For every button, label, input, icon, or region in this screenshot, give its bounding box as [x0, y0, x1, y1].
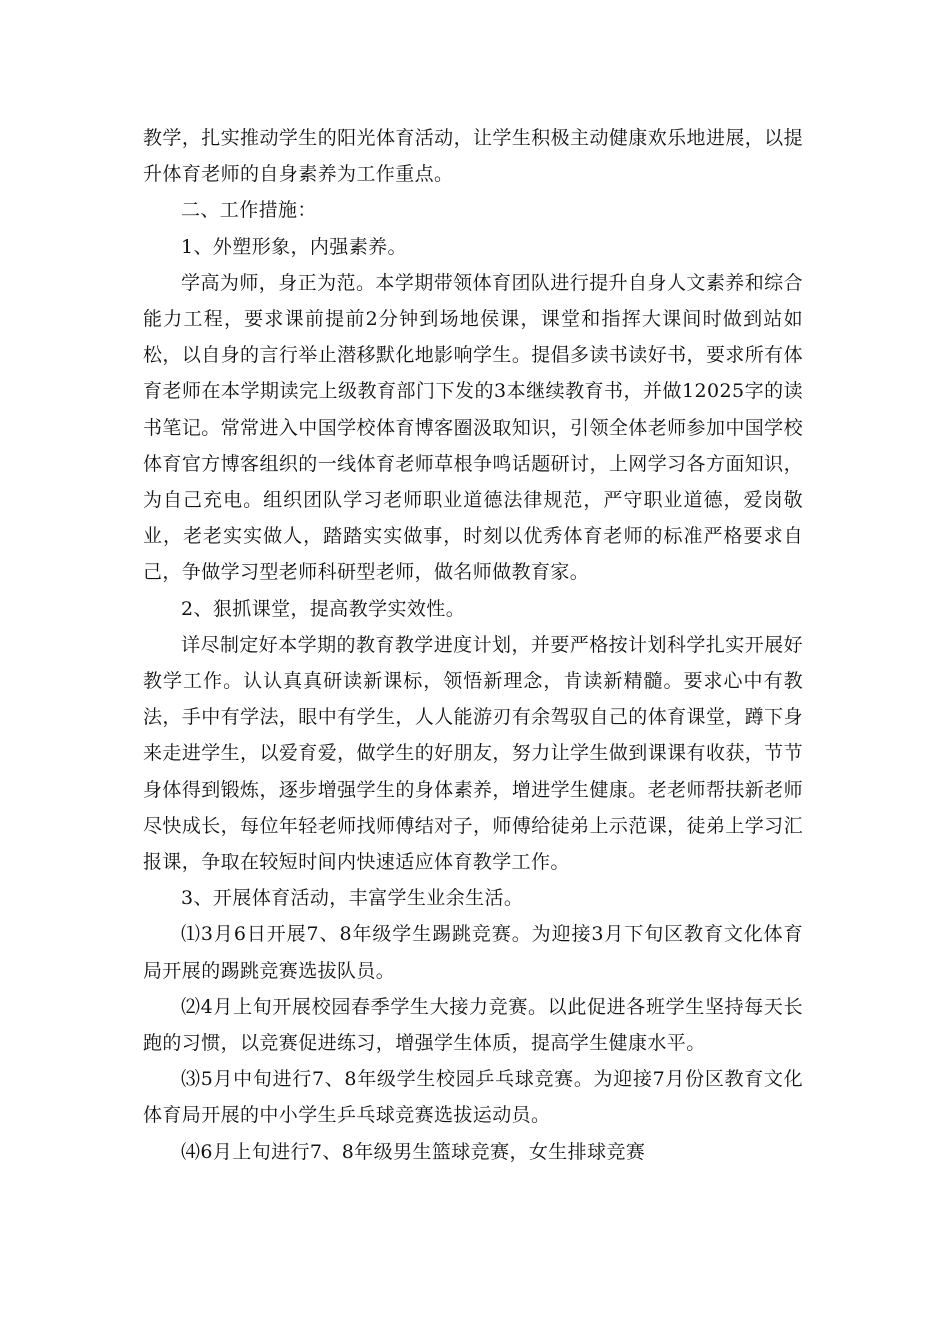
list-item-4: ⑷6月上旬进行7、8年级男生篮球竞赛，女生排球竞赛: [181, 1140, 646, 1163]
list-item-2: ⑵4月上旬开展校园春季学生大接力竞赛。以此促进各班学生坚持每天长跑的习惯，以竞赛促进练习，增强学生体质，提高学生健康水平。: [143, 995, 803, 1055]
list-item-1: ⑴3月6日开展7、8年级学生踢跳竞赛。为迎接3月下旬区教育文化体育局开展的踢跳竞赛选拔队员。: [143, 923, 803, 982]
subheading-1: 1、外塑形象，内强素养。: [181, 235, 407, 258]
list-item-3: ⑶5月中旬进行7、8年级学生校园乒乓球竞赛。为迎接7月份区教育文化体育局开展的中小学生乒乓球竞赛选拔运动员。: [143, 1068, 803, 1127]
paragraph-1: 学高为师，身正为范。本学期带领体育团队进行提升自身人文素养和综合能力工程，要求课前提前2分钟到场地侯课，课堂和指挥大课间时做到站如松，以自身的言行举止潜移默化地影响学生。提倡多读书读好书，要求所有体育老师在本学期读完上级教育部门下发的3本继续教育书，并做12025字的读书笔记。常常进入中国学校体育博客圈汲取知识，引领全体老师参加中国学校体育官方博客组织的一线体育老师草根争鸣话题研讨，上网学习各方面知识，为自己充电。组织团队学习老师职业道德法律规范，严守职业道德，爱岗敬业，老老实实做人，踏踏实实做事，时刻以优秀体育老师的标准严格要求自己，争做学习型老师科研型老师，做名师做教育家。: [143, 271, 803, 584]
paragraph-2: 详尽制定好本学期的教育教学进度计划，并要严格按计划科学扎实开展好教学工作。认认真真研读新课标，领悟新理念，肯读新精髓。要求心中有教法，手中有学法，眼中有学生，人人能游刃有余驾驭自己的体育课堂，蹲下身来走进学生，以爱育爱，做学生的好朋友，努力让学生做到课课有收获，节节身体得到锻炼，逐步增强学生的身体素养，增进学生健康。老老师帮扶新老师尽快成长，每位年轻老师找师傅结对子，师傅给徒弟上示范课，徒弟上学习汇报课，争取在较短时间内快速适应体育教学工作。: [143, 633, 803, 874]
document-body: [143, 120, 803, 1170]
paragraph-intro: 教学，扎实推动学生的阳光体育活动，让学生积极主动健康欢乐地进展，以提升体育老师的自身素养为工作重点。: [143, 127, 803, 186]
heading-work-measures: 二、工作措施：: [181, 199, 317, 222]
subheading-3: 3、开展体育活动，丰富学生业余生活。: [181, 887, 524, 910]
subheading-2: 2、狠抓课堂，提高教学实效性。: [181, 597, 466, 620]
